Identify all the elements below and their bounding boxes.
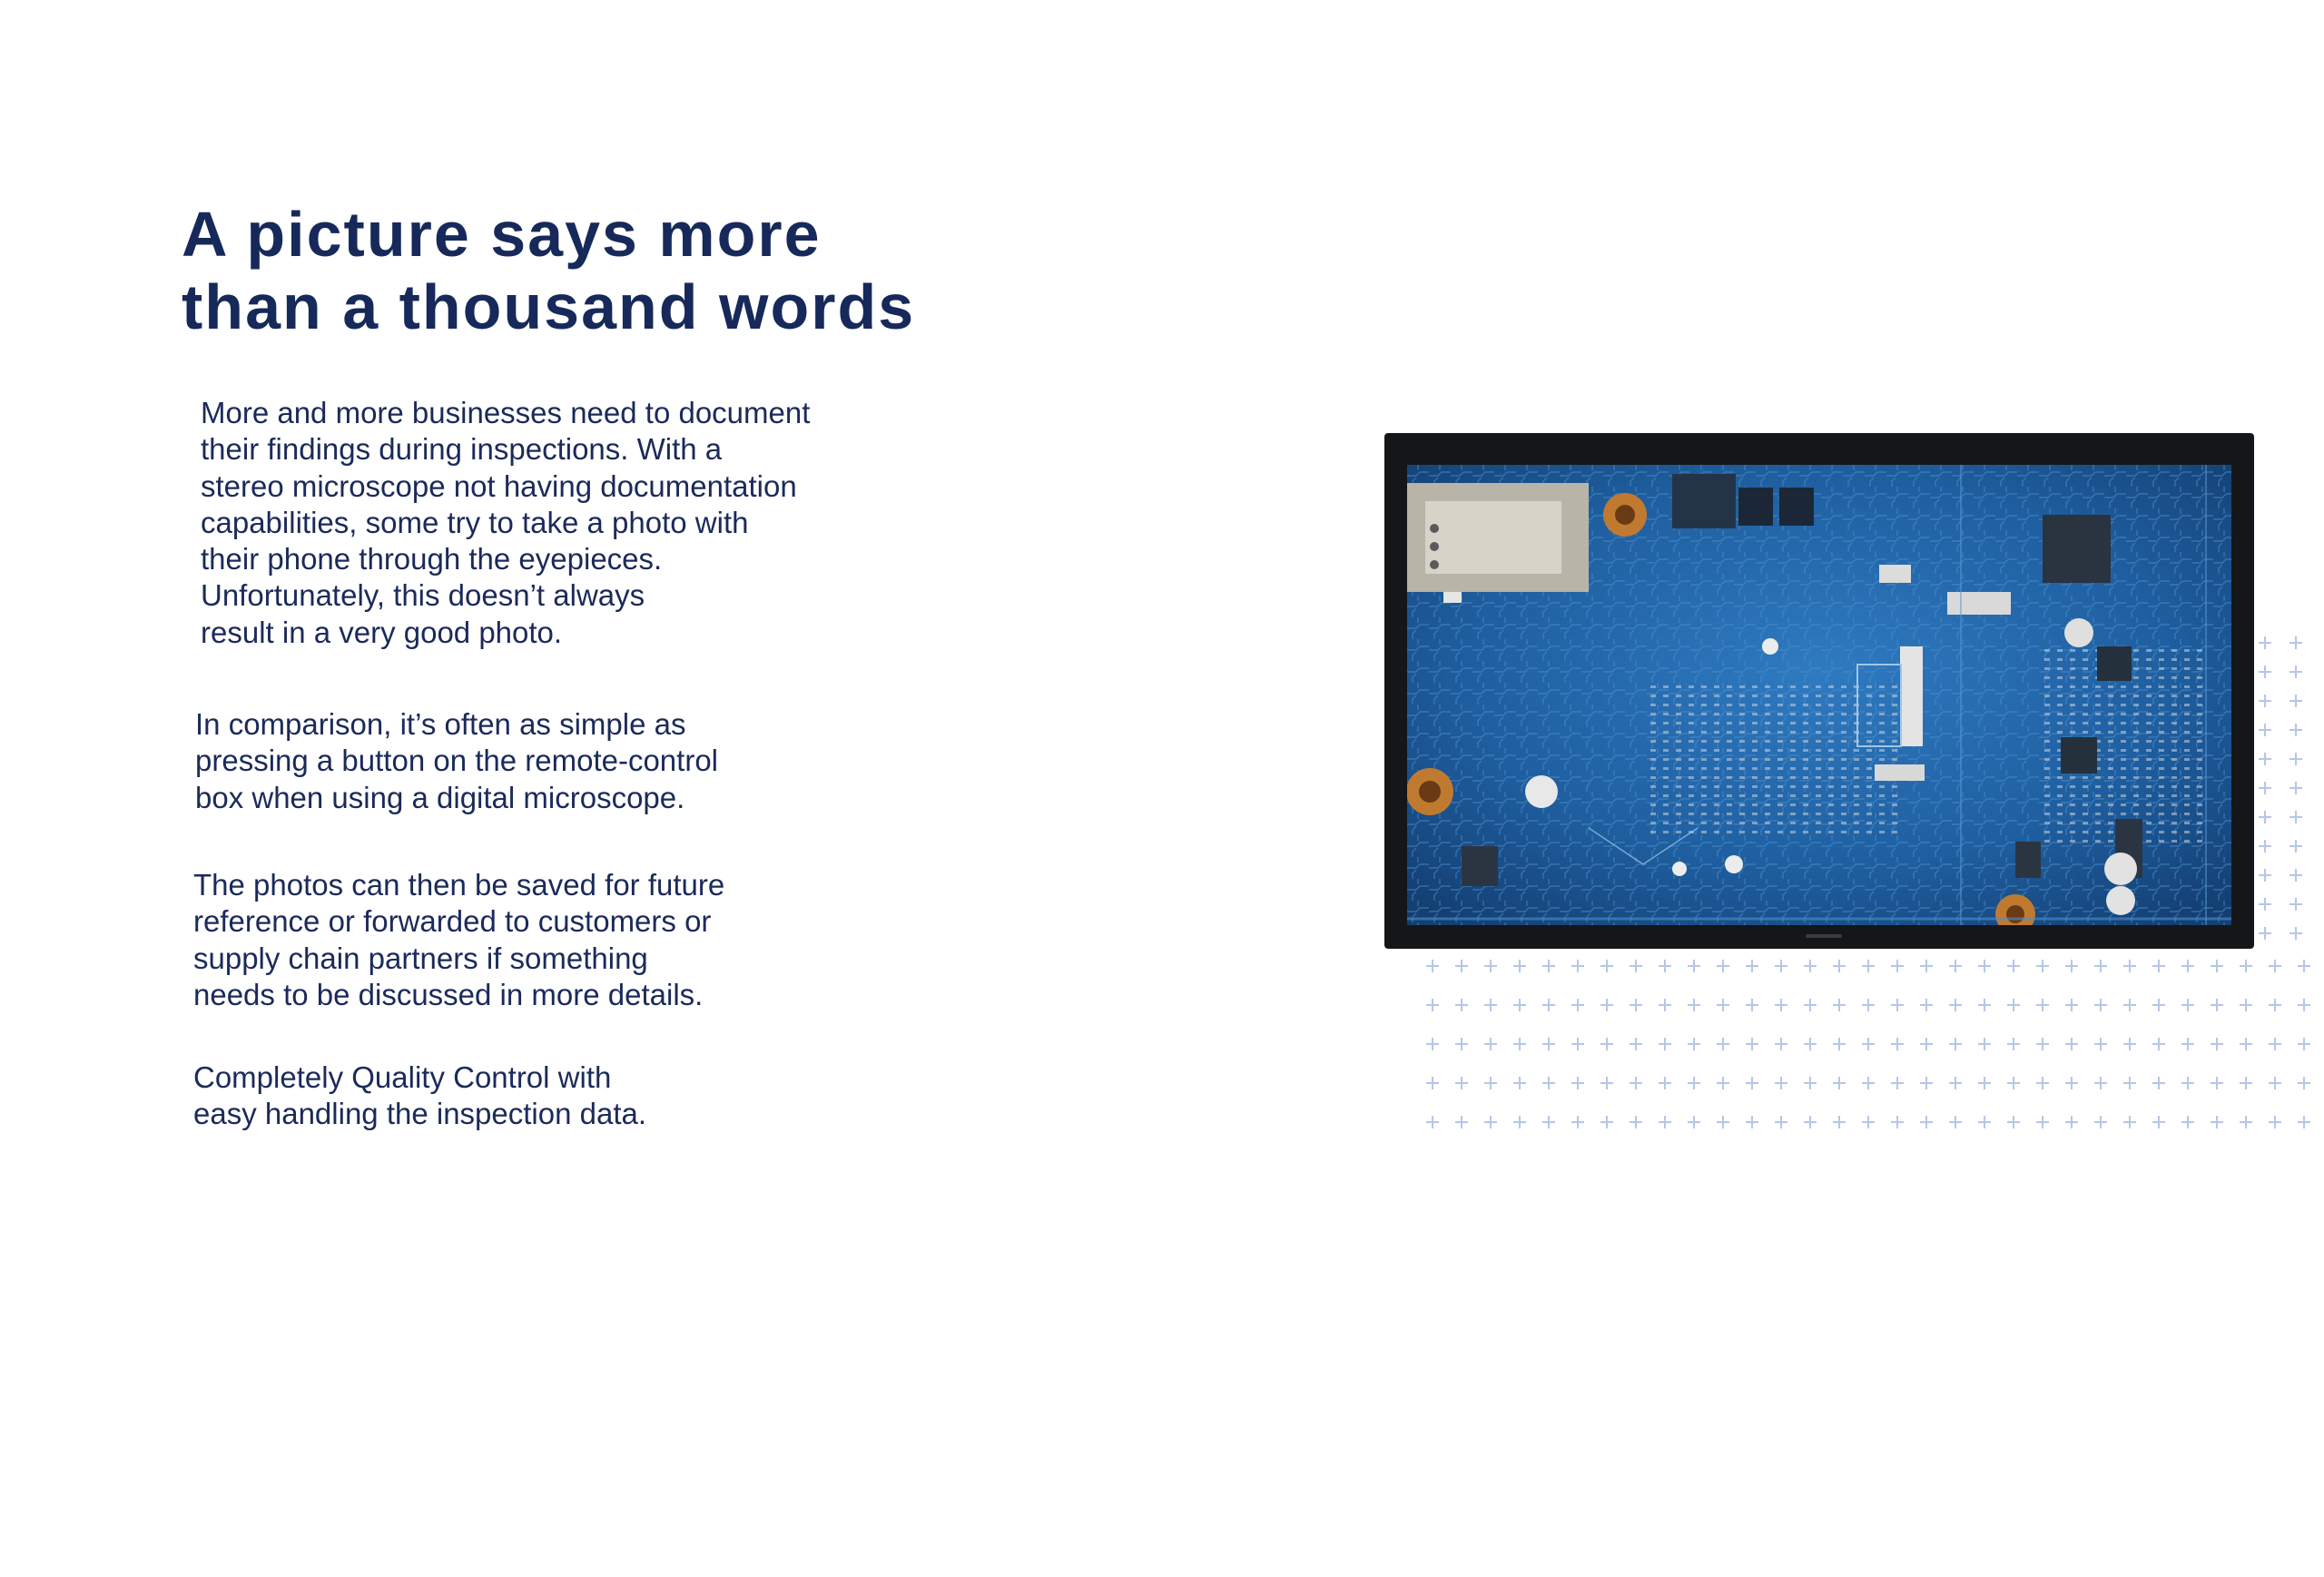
plus-icon [1659, 1116, 1671, 1129]
plus-icon [1630, 960, 1642, 972]
plus-icon [1746, 1077, 1758, 1089]
plus-icon [1600, 1077, 1613, 1089]
plus-icon [2211, 1116, 2223, 1129]
plus-icon [1891, 1077, 1904, 1089]
plus-icon [1775, 999, 1787, 1011]
plus-icon [1513, 1077, 1526, 1089]
paragraph-line: capabilities, some try to take a photo with [201, 505, 749, 539]
plus-pattern-right [2254, 630, 2318, 948]
plus-icon [1804, 1116, 1817, 1129]
plus-icon [2211, 999, 2223, 1011]
plus-icon [1862, 999, 1875, 1011]
plus-icon [1600, 960, 1613, 972]
plus-icon [1571, 960, 1584, 972]
plus-icon [1717, 1038, 1729, 1050]
plus-icon [1746, 999, 1758, 1011]
plus-icon [1862, 1116, 1875, 1129]
paragraph-line: easy handling the inspection data. [193, 1097, 647, 1131]
plus-icon [1426, 960, 1439, 972]
plus-icon [1949, 999, 1962, 1011]
plus-icon [2290, 840, 2302, 853]
paragraph-line: their findings during inspections. With a [201, 432, 723, 467]
plus-icon [1920, 999, 1933, 1011]
plus-icon [2211, 1038, 2223, 1050]
plus-icon [2094, 960, 2107, 972]
plus-icon [1484, 1116, 1497, 1129]
plus-icon [1891, 1116, 1904, 1129]
monitor-screen [1407, 465, 2231, 925]
plus-icon [2211, 960, 2223, 972]
plus-icon [1659, 999, 1671, 1011]
plus-icon [1920, 1116, 1933, 1129]
plus-icon [2298, 1116, 2310, 1129]
plus-icon [2269, 1077, 2281, 1089]
plus-icon [2259, 636, 2271, 649]
plus-icon [2181, 960, 2194, 972]
intro-paragraph [201, 395, 810, 651]
plus-icon [1833, 999, 1846, 1011]
monitor-brand-mark [1806, 931, 1842, 941]
plus-icon [1804, 960, 1817, 972]
plus-icon [2065, 1116, 2078, 1129]
plus-icon [2094, 1116, 2107, 1129]
plus-icon [1630, 1038, 1642, 1050]
plus-icon [1513, 1116, 1526, 1129]
plus-icon [1717, 999, 1729, 1011]
plus-icon [1949, 1116, 1962, 1129]
plus-icon [2269, 999, 2281, 1011]
plus-icon [1455, 1038, 1468, 1050]
plus-icon [2065, 1038, 2078, 1050]
plus-icon [2094, 999, 2107, 1011]
plus-icon [1455, 1116, 1468, 1129]
plus-icon [1513, 960, 1526, 972]
plus-icon [1455, 1077, 1468, 1089]
plus-icon [1426, 1038, 1439, 1050]
plus-icon [1600, 1038, 1613, 1050]
plus-icon [2259, 869, 2271, 882]
plus-icon [1630, 999, 1642, 1011]
plus-icon [2269, 1116, 2281, 1129]
plus-icon [1978, 999, 1991, 1011]
plus-icon [2152, 1077, 2165, 1089]
plus-icon [2094, 1038, 2107, 1050]
plus-icon [1688, 1077, 1700, 1089]
plus-icon [2036, 999, 2049, 1011]
plus-icon [1688, 1116, 1700, 1129]
plus-icon [2290, 753, 2302, 765]
plus-icon [1920, 960, 1933, 972]
plus-icon [2269, 1038, 2281, 1050]
plus-icon [1484, 1038, 1497, 1050]
plus-icon [2211, 1077, 2223, 1089]
plus-icon [2036, 1038, 2049, 1050]
plus-icon [2298, 1038, 2310, 1050]
paragraph-line: result in a very good photo. [201, 615, 563, 649]
paragraph-line: needs to be discussed in more details. [193, 977, 704, 1011]
paragraph-line: box when using a digital microscope. [195, 780, 685, 814]
plus-icon [1542, 1116, 1555, 1129]
plus-icon [1688, 960, 1700, 972]
paragraph-line: reference or forwarded to customers or [193, 904, 712, 939]
plus-icon [2298, 999, 2310, 1011]
plus-icon [2259, 665, 2271, 678]
plus-icon [1862, 1038, 1875, 1050]
plus-icon [1746, 960, 1758, 972]
plus-icon [2290, 782, 2302, 794]
paragraph-line: supply chain partners if something [193, 941, 648, 975]
plus-icon [1513, 999, 1526, 1011]
plus-icon [2036, 1116, 2049, 1129]
plus-icon [2269, 960, 2281, 972]
plus-icon [2123, 1077, 2136, 1089]
plus-icon [2152, 999, 2165, 1011]
plus-icon [2290, 636, 2302, 649]
plus-icon [1920, 1038, 1933, 1050]
plus-icon [1600, 1116, 1613, 1129]
paragraph-line: Completely Quality Control with [193, 1060, 612, 1094]
plus-icon [2298, 960, 2310, 972]
plus-icon [2240, 960, 2252, 972]
plus-icon [1775, 1116, 1787, 1129]
plus-icon [2181, 1077, 2194, 1089]
plus-icon [2259, 927, 2271, 940]
plus-icon [2036, 960, 2049, 972]
plus-icon [1746, 1116, 1758, 1129]
paragraph-line: stereo microscope not having documentation [201, 468, 797, 503]
plus-icon [2007, 960, 2020, 972]
plus-icon [2240, 999, 2252, 1011]
plus-icon [2259, 811, 2271, 823]
plus-icon [2065, 960, 2078, 972]
plus-icon [1600, 999, 1613, 1011]
monitor-display [1384, 433, 2254, 949]
plus-icon [2290, 898, 2302, 911]
plus-icon [1426, 999, 1439, 1011]
plus-icon [1920, 1077, 1933, 1089]
plus-icon [1804, 1077, 1817, 1089]
plus-icon [2290, 927, 2302, 940]
plus-icon [1804, 1038, 1817, 1050]
plus-pattern-bottom [1416, 953, 2324, 1135]
plus-icon [1891, 999, 1904, 1011]
plus-icon [1571, 1116, 1584, 1129]
plus-icon [2065, 999, 2078, 1011]
plus-icon [2259, 782, 2271, 794]
plus-icon [1891, 1038, 1904, 1050]
sharing-paragraph [193, 867, 724, 1013]
plus-icon [1891, 960, 1904, 972]
plus-icon [2123, 1038, 2136, 1050]
plus-icon [2240, 1077, 2252, 1089]
plus-icon [1455, 960, 1468, 972]
plus-icon [2007, 999, 2020, 1011]
plus-icon [1571, 999, 1584, 1011]
plus-icon [2152, 1116, 2165, 1129]
plus-icon [2259, 840, 2271, 853]
plus-icon [1775, 960, 1787, 972]
plus-icon [2298, 1077, 2310, 1089]
plus-icon [1542, 1077, 1555, 1089]
plus-icon [1833, 960, 1846, 972]
plus-icon [2007, 1116, 2020, 1129]
plus-icon [2181, 999, 2194, 1011]
plus-icon [2152, 1038, 2165, 1050]
plus-icon [2240, 1038, 2252, 1050]
plus-icon [2290, 811, 2302, 823]
page-headline [182, 198, 915, 343]
plus-icon [2290, 724, 2302, 736]
plus-icon [1630, 1077, 1642, 1089]
plus-icon [1426, 1116, 1439, 1129]
plus-icon [1688, 999, 1700, 1011]
plus-icon [1426, 1077, 1439, 1089]
headline-line: than a thousand words [182, 271, 916, 342]
plus-icon [1978, 1038, 1991, 1050]
plus-icon [1978, 960, 1991, 972]
plus-icon [2259, 753, 2271, 765]
plus-icon [2290, 665, 2302, 678]
plus-icon [1978, 1116, 1991, 1129]
plus-icon [1949, 960, 1962, 972]
plus-icon [1746, 1038, 1758, 1050]
plus-icon [2259, 724, 2271, 736]
plus-icon [1833, 1038, 1846, 1050]
plus-icon [2290, 695, 2302, 707]
plus-icon [2007, 1077, 2020, 1089]
plus-icon [1978, 1077, 1991, 1089]
plus-icon [2123, 999, 2136, 1011]
plus-icon [1775, 1077, 1787, 1089]
plus-icon [2181, 1116, 2194, 1129]
plus-icon [1542, 1038, 1555, 1050]
plus-icon [2007, 1038, 2020, 1050]
plus-icon [1484, 999, 1497, 1011]
plus-icon [1659, 960, 1671, 972]
plus-icon [2152, 960, 2165, 972]
plus-icon [2123, 1116, 2136, 1129]
plus-icon [1630, 1116, 1642, 1129]
plus-icon [1949, 1038, 1962, 1050]
closing-paragraph [193, 1060, 646, 1133]
paragraph-line: Unfortunately, this doesn’t always [201, 578, 645, 613]
plus-icon [1688, 1038, 1700, 1050]
paragraph-line: The photos can then be saved for future [193, 868, 725, 902]
plus-icon [1542, 960, 1555, 972]
plus-icon [1659, 1038, 1671, 1050]
plus-icon [2123, 960, 2136, 972]
paragraph-line: More and more businesses need to document [201, 396, 811, 429]
plus-icon [1571, 1077, 1584, 1089]
plus-icon [1862, 1077, 1875, 1089]
comparison-paragraph [195, 706, 718, 816]
plus-icon [2181, 1038, 2194, 1050]
plus-icon [1484, 1077, 1497, 1089]
plus-icon [1717, 960, 1729, 972]
plus-icon [1833, 1116, 1846, 1129]
paragraph-line: pressing a button on the remote-control [195, 744, 719, 778]
plus-icon [1949, 1077, 1962, 1089]
plus-icon [1484, 960, 1497, 972]
plus-icon [2240, 1116, 2252, 1129]
paragraph-line: their phone through the eyepieces. [201, 542, 663, 577]
plus-icon [2259, 695, 2271, 707]
plus-icon [1542, 999, 1555, 1011]
plus-icon [2094, 1077, 2107, 1089]
plus-icon [1717, 1116, 1729, 1129]
plus-icon [1862, 960, 1875, 972]
paragraph-line: In comparison, it’s often as simple as [195, 707, 686, 741]
headline-line: A picture says more [182, 199, 822, 270]
plus-icon [2259, 898, 2271, 911]
plus-icon [1571, 1038, 1584, 1050]
plus-icon [1513, 1038, 1526, 1050]
plus-icon [1804, 999, 1817, 1011]
plus-icon [2065, 1077, 2078, 1089]
plus-icon [1833, 1077, 1846, 1089]
plus-icon [1659, 1077, 1671, 1089]
plus-icon [1455, 999, 1468, 1011]
circuit-board-photo [1407, 465, 2231, 925]
plus-icon [2036, 1077, 2049, 1089]
plus-icon [2290, 869, 2302, 882]
plus-icon [1717, 1077, 1729, 1089]
plus-icon [1775, 1038, 1787, 1050]
